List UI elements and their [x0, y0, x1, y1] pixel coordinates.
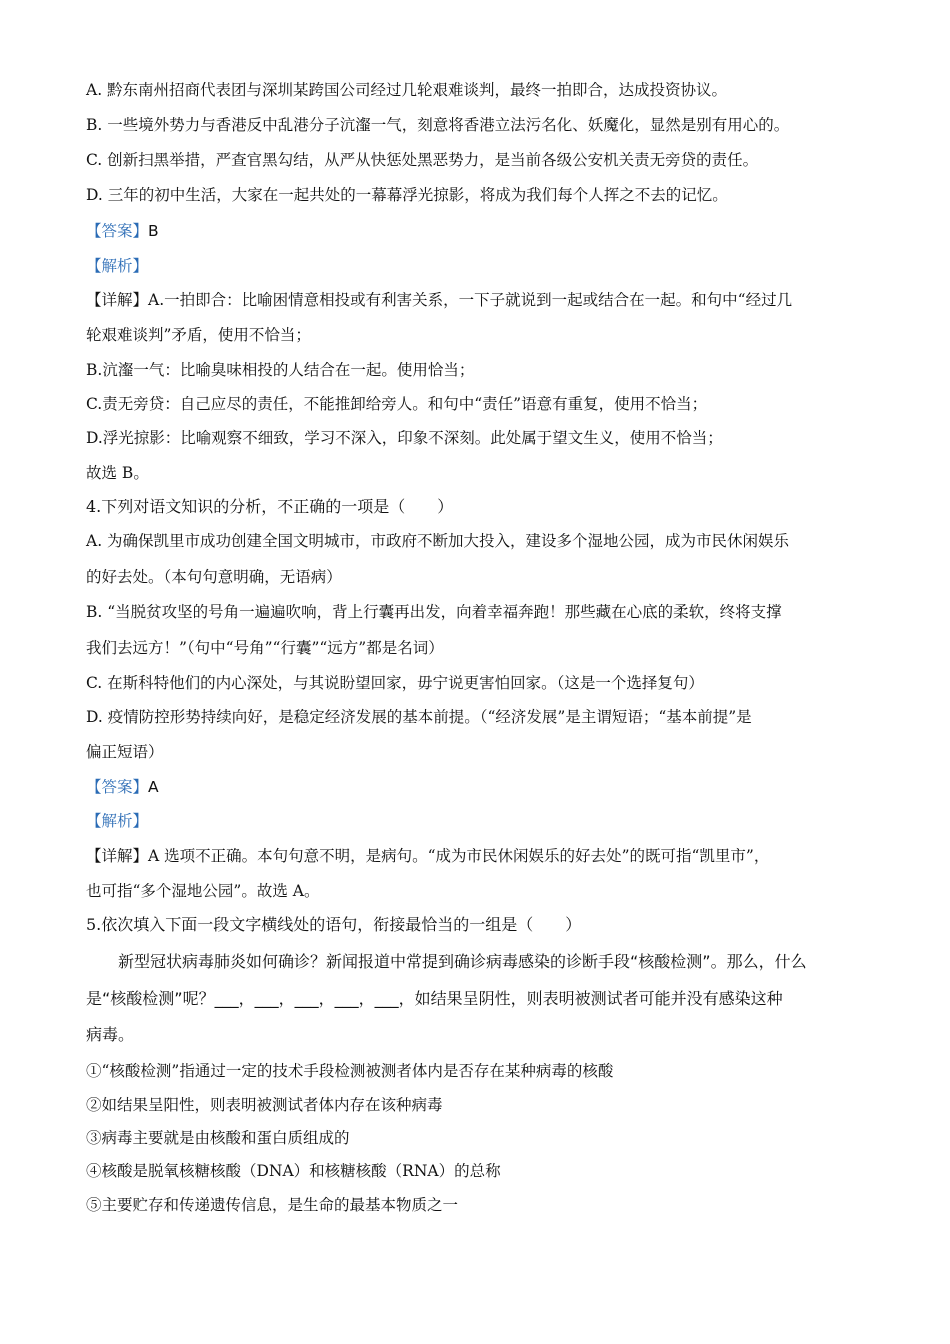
q3-conclusion: 故选 B。	[86, 464, 149, 482]
q4-detail-2: 也可指“多个湿地公园”。故选 A。	[86, 882, 320, 900]
q5-item-4: ④核酸是脱氧核糖核酸（DNA）和核糖核酸（RNA）的总称	[86, 1162, 501, 1180]
q5-item-1: ①“核酸检测”指通过一定的技术手段检测被测者体内是否存在某种病毒的核酸	[86, 1062, 614, 1080]
q4-option-c: C. 在斯科特他们的内心深处，与其说盼望回家，毋宁说更害怕回家。（这是一个选择复句）	[86, 674, 704, 692]
q3-answer-tag: 【答案】	[86, 222, 149, 240]
q3-detail-2: B.沆瀣一气：比喻臭味相投的人结合在一起。使用恰当；	[86, 361, 475, 379]
q4-option-d-line-1: D. 疫情防控形势持续向好，是稳定经济发展的基本前提。（“经济发展”是主谓短语；“基本前提”是	[86, 708, 752, 726]
q4-detail-tag: 【详解】	[86, 847, 149, 865]
q5-paragraph-line-1: 新型冠状病毒肺炎如何确诊？新闻报道中常提到确诊病毒感染的诊断手段“核酸检测”。那么，什么	[118, 952, 807, 971]
q4-analysis-tag: 【解析】	[86, 812, 149, 830]
q5-item-3: ③病毒主要就是由核酸和蛋白质组成的	[86, 1129, 350, 1147]
q4-answer-tag: 【答案】	[86, 778, 149, 796]
q3-detail-1a: A.一拍即合：比喻困情意相投或有利害关系，一下子就说到一起或结合在一起。和句中“经过几	[148, 291, 793, 309]
q3-detail-line-1	[86, 290, 792, 310]
q5-paragraph-line-3: 病毒。	[86, 1025, 135, 1044]
q4-option-a-line-1: A. 为确保凯里市成功创建全国文明城市，市政府不断加大投入，建设多个湿地公园，成为市民休闲娱乐	[86, 532, 790, 550]
q4-stem: 4.下列对语文知识的分析，不正确的一项是（ ）	[86, 497, 454, 516]
q4-detail-line-1	[86, 846, 769, 866]
q4-option-b-line-1: B. “当脱贫攻坚的号角一遍遍吹响，背上行囊再出发，向着幸福奔跑！那些藏在心底的柔软，终将支撑	[86, 603, 782, 621]
q3-answer	[86, 221, 159, 241]
q3-option-d: D. 三年的初中生活，大家在一起共处的一幕幕浮光掠影，将成为我们每个人挥之不去的记忆。	[86, 186, 728, 204]
q3-option-c: C. 创新扫黑举措，严查官黑勾结，从严从快惩处黑恶势力，是当前各级公安机关责无旁贷的责任。	[86, 151, 759, 169]
q4-answer	[86, 777, 159, 797]
q3-option-a: A. 黔东南州招商代表团与深圳某跨国公司经过几轮艰难谈判，最终一拍即合，达成投资协议。	[86, 81, 728, 99]
q3-detail-1b: 轮艰难谈判”矛盾，使用不恰当；	[86, 326, 311, 344]
q3-detail-4: D.浮光掠影：比喻观察不细致，学习不深入，印象不深刻。此处属于望文生义，使用不恰当；	[86, 429, 723, 447]
q4-answer-value: A	[148, 778, 159, 796]
q5-stem: 5.依次填入下面一段文字横线处的语句，衔接最恰当的一组是（ ）	[86, 915, 582, 934]
q4-detail-1: A 选项不正确。本句句意不明，是病句。“成为市民休闲娱乐的好去处”的既可指“凯里市”，	[148, 847, 770, 865]
q3-option-b: B. 一些境外势力与香港反中乱港分子沆瀣一气，刻意将香港立法污名化、妖魔化，显然是别有用心的。	[86, 116, 790, 134]
q4-option-b-line-2: 我们去远方！”（句中“号角”“行囊”“远方”都是名词）	[86, 639, 444, 657]
q3-answer-value: B	[148, 222, 159, 240]
q5-paragraph-line-2: 是“核酸检测”呢？___，___，___，___，___，如结果呈阴性，则表明被测试者可能并没有感染这种	[86, 989, 783, 1008]
q3-detail-tag: 【详解】	[86, 291, 149, 309]
q3-detail-3: C.责无旁贷：自己应尽的责任，不能推卸给旁人。和句中“责任”语意有重复，使用不恰当；	[86, 395, 708, 413]
q4-option-d-line-2: 偏正短语）	[86, 743, 164, 761]
q5-item-5: ⑤主要贮存和传递遗传信息，是生命的最基本物质之一	[86, 1196, 459, 1214]
q3-analysis-tag: 【解析】	[86, 257, 149, 275]
q5-item-2: ②如结果呈阳性，则表明被测试者体内存在该种病毒	[86, 1096, 443, 1114]
q4-option-a-line-2: 的好去处。（本句句意明确，无语病）	[86, 568, 342, 586]
